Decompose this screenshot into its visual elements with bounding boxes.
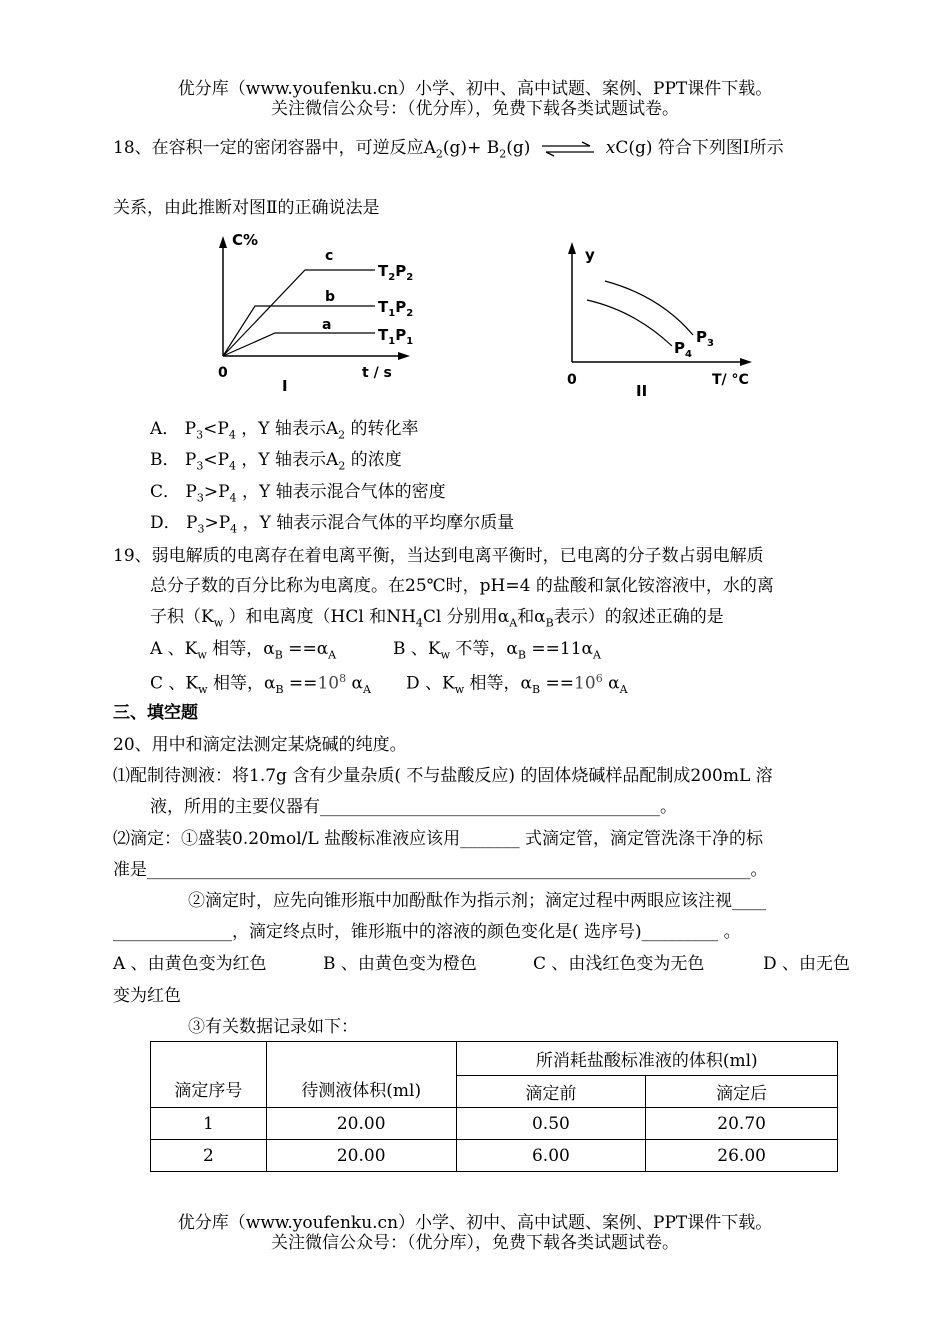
q20-choice-d-cont: 变为红色 [113, 986, 181, 1006]
footer-line-2: 关注微信公众号：（优分库），免费下载各类试题试卷。 [271, 1233, 679, 1253]
fig1-x-arrow [398, 352, 410, 360]
reversible-arrow-icon [540, 141, 596, 157]
figure-1 [210, 228, 420, 398]
footer-line-1: 优分库（www.youfenku.cn）小学、初中、高中试题、案例、PPT课件下载。 [177, 1213, 773, 1233]
q20-part2-3: ③有关数据记录如下： [188, 1017, 358, 1037]
q18-option-c: C． $P_3>P_4$ ，Y 轴表示混合气体的密度 [150, 482, 446, 505]
fig1-y-arrow [219, 236, 227, 248]
q19-line-1: 19、弱电解质的电离存在着电离平衡，当达到电离平衡时，已电离的分子数占弱电解质 [113, 546, 764, 566]
fig1-xlabel: t / s [362, 365, 392, 381]
q20-choice-a: A 、由黄色变为红色 [113, 954, 267, 974]
table-row: 1 20.00 0.50 20.70 [151, 1108, 838, 1140]
q20-stem: 20、用中和滴定法测定某烧碱的纯度。 [113, 735, 407, 755]
fig1-label-b: b [325, 289, 336, 305]
q20-choice-d: D 、由无色 [763, 954, 851, 974]
q20-choice-c: C 、由浅红色变为无色 [533, 954, 705, 974]
figure-2 [560, 238, 760, 403]
q18-option-d: D． $P_3>P_4$ ，Y 轴表示混合气体的平均摩尔质量 [150, 513, 515, 536]
q20-part2-2-line2: ______________，滴定终点时，锥形瓶中的溶液的颜色变化是( 选序号)_________ 。 [113, 922, 741, 942]
q20-part2-line2: 准是_______________________________________________________________________。 [113, 860, 768, 880]
fig2-caption: II [636, 382, 648, 400]
fig1-ylabel: C% [232, 231, 259, 249]
fig2-label-p4: $P_4$ [674, 339, 692, 360]
fig1-label-T1P2: $T_1P_2$ [378, 298, 414, 319]
q20-part2-2-line1: ②滴定时，应先向锥形瓶中加酚酞作为指示剂；滴定过程中两眼应该注视____ [188, 891, 766, 911]
header-after: 滴定后 [646, 1076, 838, 1108]
q18-option-b: B． $P_3<P_4$ ，Y 轴表示$A_2$ 的浓度 [150, 450, 402, 473]
fig1-label-a: a [322, 317, 332, 333]
q20-part1-line2: 液，所用的主要仪器有________________________________________。 [150, 797, 677, 817]
q18-stem-2: 关系，由此推断对图Ⅱ的正确说法是 [113, 198, 380, 218]
fig1-label-T1P1: $T_1P_1$ [378, 326, 414, 347]
q19-line-3: 子积（$K_w$ ）和电离度（HCl 和$NH_4Cl$ 分别用$\alpha_A$和$\alpha_B$表示）的叙述正确的是 [150, 607, 724, 630]
fig2-xlabel: T/ °C [712, 372, 749, 388]
q19-option-a: A 、$K_w$ 相等，$\alpha_B ==\alpha_A$ [150, 639, 337, 662]
fig1-label-c: c [325, 248, 334, 264]
header-line-1: 优分库（www.youfenku.cn）小学、初中、高中试题、案例、PPT课件下载。 [177, 79, 773, 99]
q20-choice-b: B 、由黄色变为橙色 [323, 954, 477, 974]
q19-option-d: D 、$K_w$ 相等，$\alpha_B ==10^6$ $\alpha_A$ [406, 672, 628, 697]
fig1-caption: I [282, 377, 288, 395]
header-before: 滴定前 [456, 1076, 646, 1108]
header-line-2: 关注微信公众号：（优分库），免费下载各类试题试卷。 [271, 99, 679, 119]
q18-stem: 18、在容积一定的密闭容器中，可逆反应$A_2(g)+ B_2(g)$ xC(g) 符合下列图Ⅰ所示 [113, 138, 784, 161]
header-sample-volume: 待测液体积(ml) [266, 1042, 456, 1108]
section-3-title: 三、填空题 [113, 703, 198, 723]
fig2-x-arrow [740, 358, 752, 366]
fig1-curve-a [223, 333, 375, 356]
q19-option-c: C 、$K_w$ 相等，$\alpha_B ==10^8$ $\alpha_A$ [150, 672, 371, 697]
q20-part2-line1: ⑵滴定：①盛装0.20mol/L 盐酸标准液应该用_______ 式滴定管，滴定管洗涤干净的标 [113, 829, 763, 849]
fig2-y-arrow [568, 242, 576, 254]
fig1-origin: 0 [218, 365, 228, 381]
fig2-ylabel: y [585, 246, 595, 264]
q20-part1-line1: ⑴配制待测液：将1.7g 含有少量杂质( 不与盐酸反应) 的固体烧碱样品配制成200mL 溶 [113, 766, 773, 786]
header-hcl-volume: 所消耗盐酸标准液的体积(ml) [456, 1042, 837, 1076]
fig1-curve-b [223, 306, 375, 356]
fig2-origin: 0 [567, 372, 577, 388]
header-titration-no: 滴定序号 [151, 1042, 267, 1108]
titration-table [150, 1041, 838, 1172]
q19-line-2: 总分子数的百分比称为电离度。在25℃时，pH=4 的盐酸和氯化铵溶液中，水的离 [150, 576, 774, 596]
fig1-label-T2P2: $T_2P_2$ [378, 262, 414, 283]
fig1-curve-c [223, 270, 375, 356]
table-row: 2 20.00 6.00 26.00 [151, 1140, 838, 1172]
q19-option-b: B 、$K_w$ 不等，$\alpha_B ==11\alpha_A$ [393, 639, 601, 662]
fig2-label-p3: $P_3$ [696, 328, 714, 349]
q18-option-a: A． $P_3<P_4$ ，Y 轴表示$A_2$ 的转化率 [150, 419, 419, 442]
fig2-curve-p4 [587, 300, 672, 346]
